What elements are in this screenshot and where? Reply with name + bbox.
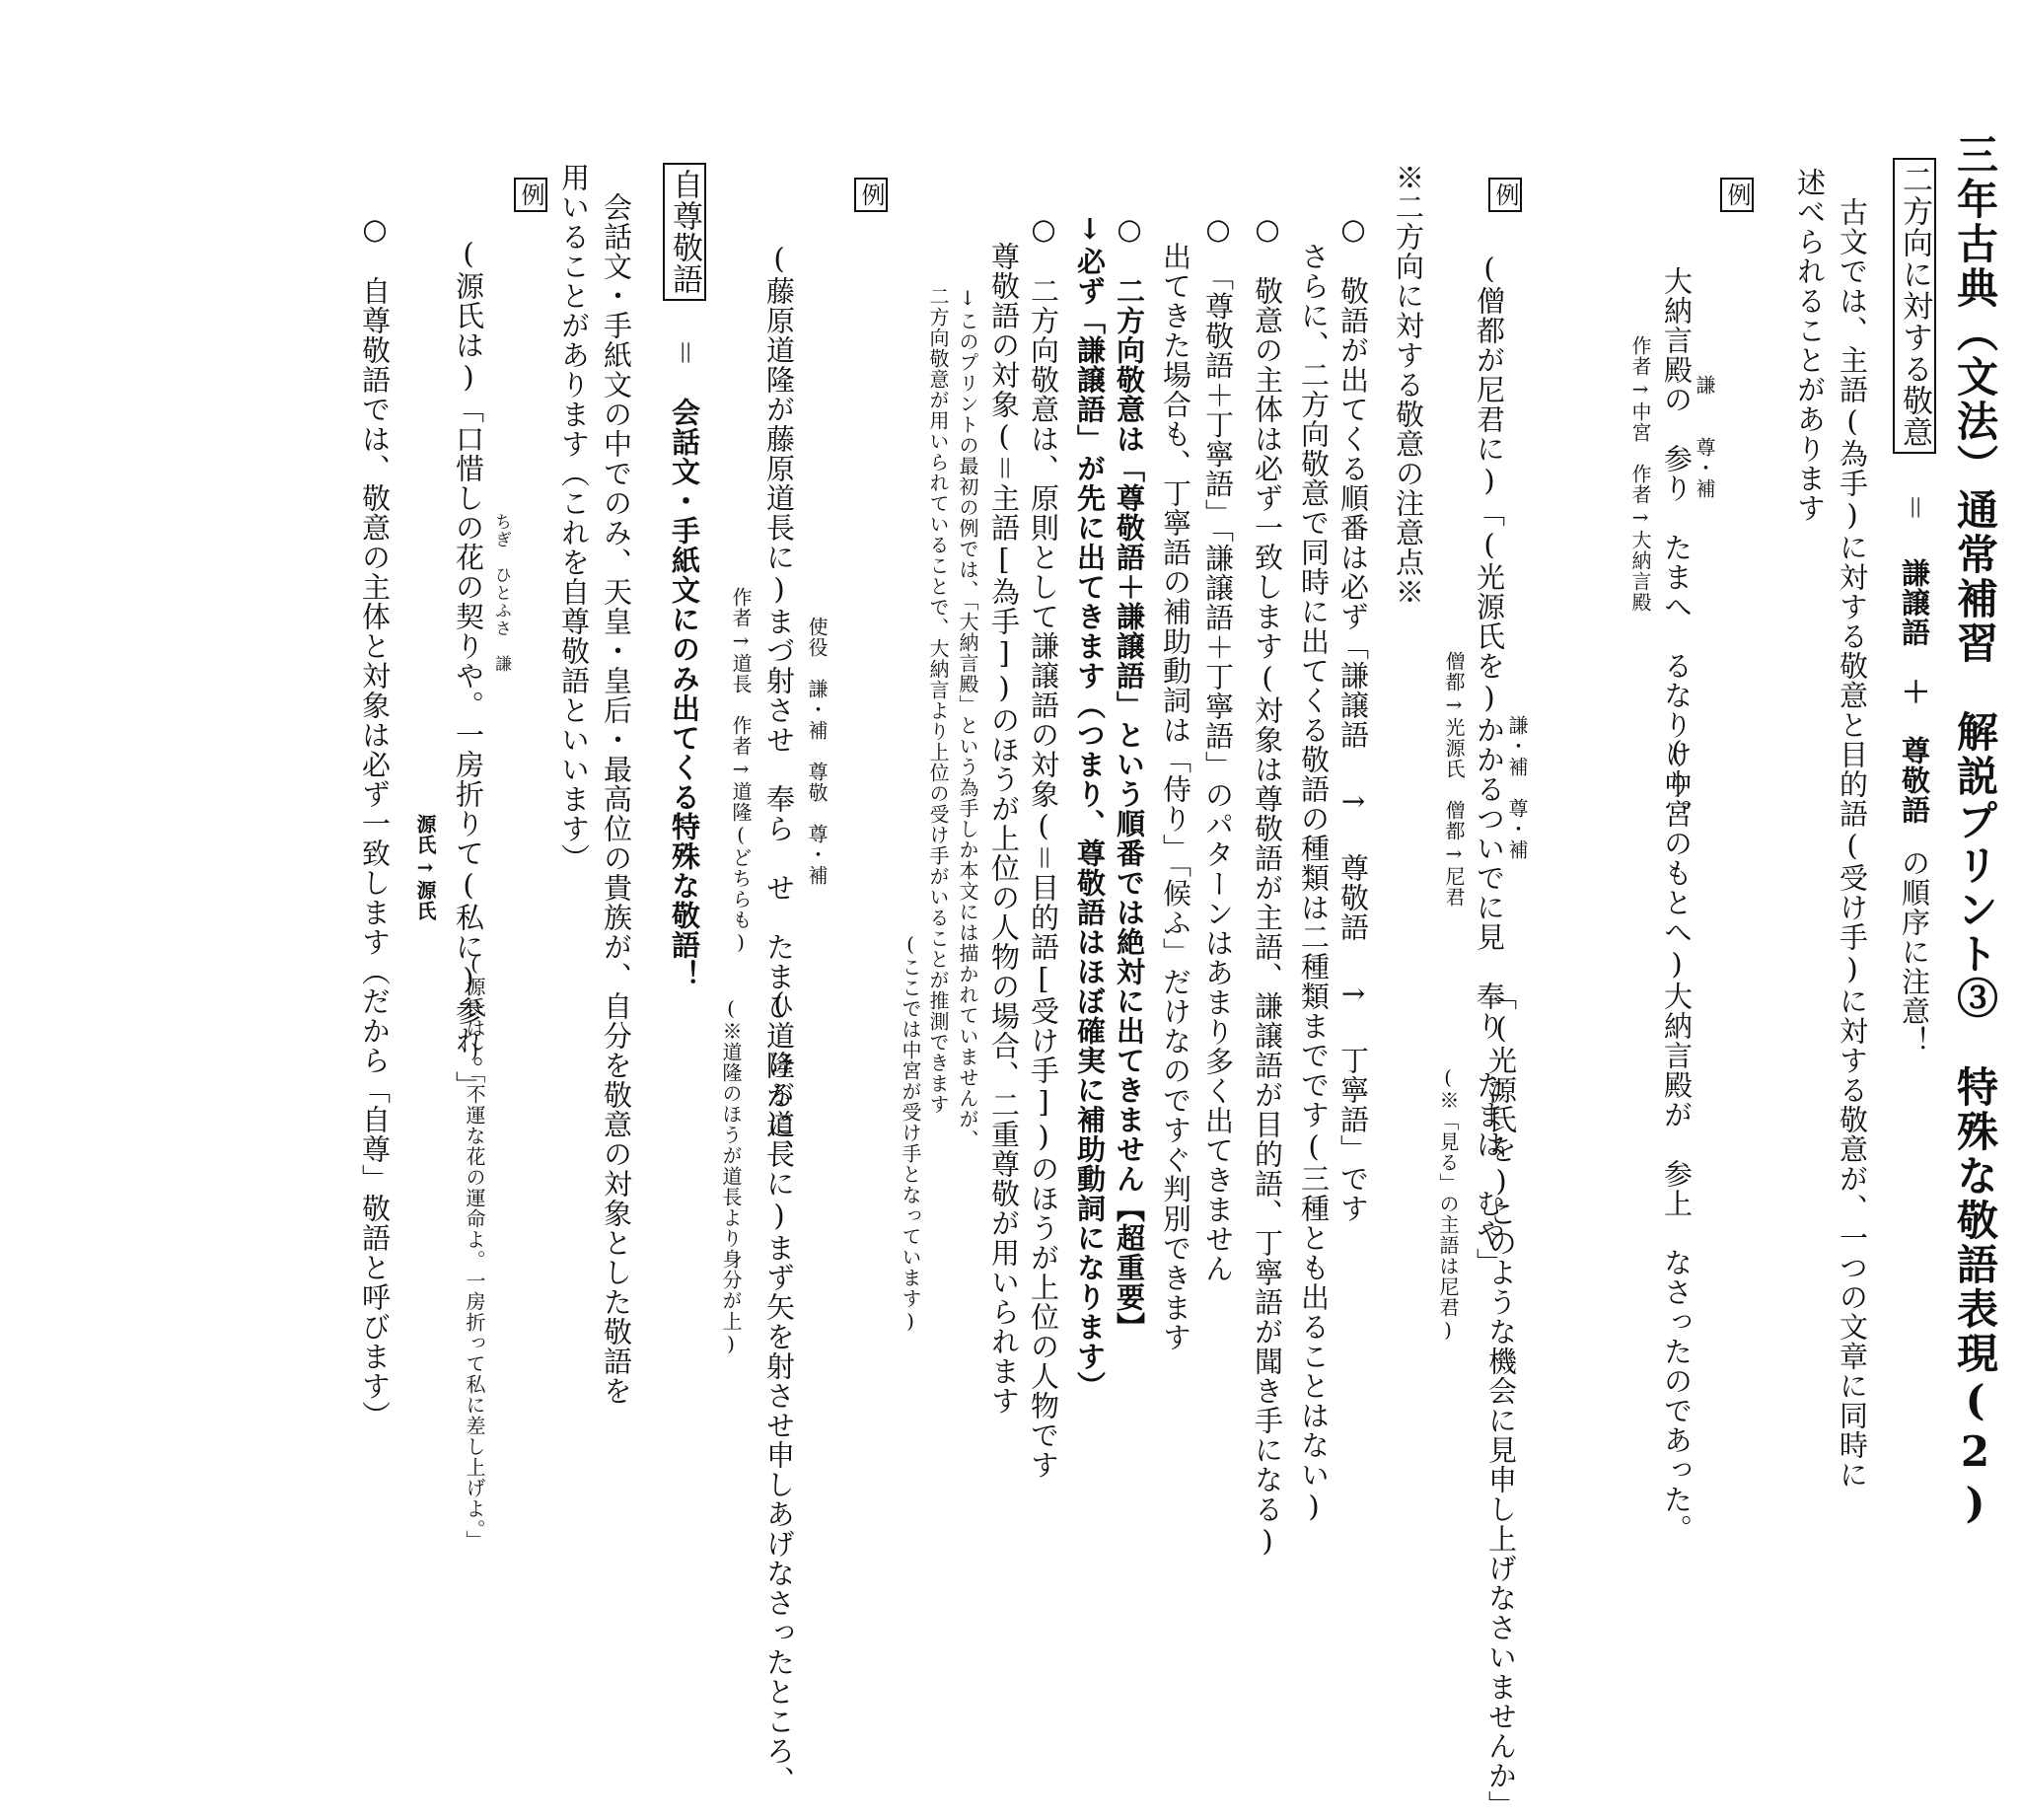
example2-block [1490,178,1520,212]
example1-text: 大納言殿の 参り たまへ るなりけり。 [1660,266,1694,829]
note5-line3: ↓このプリントの最初の例では、「大納言殿」という為手しか本文には描かれていませんが、 [956,286,979,1150]
example1-label: 例 [1720,178,1754,212]
example4-subjects: 源氏→源氏 [413,814,437,921]
section2-heading: 自尊敬語 [663,163,706,301]
example3-label: 例 [854,178,888,212]
section1-intro-line1: 古文では、主語(為手)に対する敬意と目的語(受け手)に対する敬意が、一つの文章に同時に [1836,197,1869,1490]
example4-block [516,178,545,212]
example2-translation: 「(光源氏を)このような機会に見申し上げなさいませんか」 [1484,982,1518,1820]
section2-line2: 用いることがあります（これを自尊敬語といいます） [557,163,591,873]
note5-line5: (ここでは中宮が受け手となっています) [899,932,922,1334]
example1-block [1722,178,1752,212]
example4-label: 例 [514,178,547,212]
section2-equals: ＝ [668,338,701,368]
section1-formula: 謙譲語 ＋ 尊敬語 [1898,558,1931,825]
note3-line1: ○ 「尊敬語＋丁寧語」「謙譲語＋丁寧語」のパターンはあまり多く出てきません [1201,212,1235,1283]
example2-annotation: 謙・補 尊・補 [1505,715,1529,860]
example2-label: 例 [1488,178,1522,212]
note4-line2: ↓必ず「謙譲語」が先に出てきます（つまり、尊敬語はほぼ確実に補助動詞になります） [1073,212,1107,1401]
note2: ○ 敬意の主体は必ず一致します(対象は尊敬語が主語、謙譲語が目的語、丁寧語が聞き手になる) [1251,212,1284,1559]
example3-note: (※道隆のほうが道長より身分が上) [719,996,743,1356]
note5-line4: 二方向敬意が用いられていることで、大納言より上位の受け手がいることが推測できます [926,286,950,1115]
example2-text: (僧都が尼君に)「(光源氏を)かかるついでに見 奉り たまは むや」 [1473,252,1506,1277]
section1-equals: ＝ [1898,493,1931,523]
example3-translation: (道隆が道長に)まず矢を射させ申しあげなさったところ、 [762,986,796,1795]
example1-subjects: 作者→中宮 作者→大納言殿 [1628,335,1652,613]
example4-annotation: ちぎ ひとふさ 謙 [491,513,511,673]
example2-note: (※「見る」の主語は尼君) [1436,1065,1460,1343]
example4-text: (源氏は)「口惜しの花の契りや。一房折りて(私に)参れ。」 [452,237,485,1101]
section1-heading: 二方向に対する敬意 [1893,158,1936,454]
example3-block [856,178,886,212]
example4-translation: (源氏は)「不運な花の運命よ。一房折って私に差し上げよ。」 [463,952,486,1551]
example3-subjects: 作者→道長 作者→道隆(どちらも) [729,587,753,955]
example2-subjects: 僧都→光源氏 僧都→尼君 [1442,651,1466,908]
note3-line2: 出てきた場合も、丁寧語の補助動詞は「侍り」「候ふ」だけなのですぐ判別できます [1159,242,1192,1352]
note4-line1: ○ 二方向敬意は「尊敬語＋謙譲語」という順番では絶対に出てきません【超重要】 [1113,212,1146,1342]
section1-formula-tail: の順序に注意！ [1898,848,1931,1056]
section2-last-note: ○ 自尊敬語では、敬意の主体と対象は必ず一致します（だから「自尊」敬語と呼びます） [358,212,392,1430]
note1-line2: さらに、二方向敬意で同時に出てくる敬語の種類は二種類までです(三種とも出ることはない) [1297,242,1331,1524]
example1-translation: (中宮のもとへ)大納言殿が 参上 なさったのであった。 [1660,735,1694,1544]
section1-intro-line2: 述べられることがあります [1793,168,1827,523]
section2-line1: 会話文・手紙文の中でのみ、天皇・皇后・最高位の貴族が、自分を敬意の対象とした敬語を [600,192,633,1406]
page-title: 三年古典（文法）通常補習 解説プリント③ 特殊な敬語表現(2) [1951,133,1999,1530]
note1-line1: ○ 敬語が出てくる順番は必ず「謙譲語 → 尊敬語 → 丁寧語」です [1336,212,1370,1223]
note5-line1: ○ 二方向敬意は、原則として謙譲語の対象(＝目的語[受け手])のほうが上位の人物です [1027,212,1060,1480]
example1-annotation: 謙 尊・補 [1693,375,1716,499]
notes-header: ※二方向に対する敬意の注意点※ [1392,163,1425,607]
example3-annotation: 使役 謙・補 尊敬 尊・補 [805,617,829,886]
section2-definition: 会話文・手紙文にのみ出てくる特殊な敬語！ [668,398,701,989]
section2-heading-row [665,163,703,989]
note5-line2: 尊敬語の対象(＝主語[為手])のほうが上位の人物の場合、二重尊敬が用いられます [987,242,1021,1416]
section1-heading-row [1895,158,1933,1056]
example3-text: (藤原道隆が藤原道長に)まづ射させ 奉ら せ たまひ けるに、 [762,242,796,1169]
